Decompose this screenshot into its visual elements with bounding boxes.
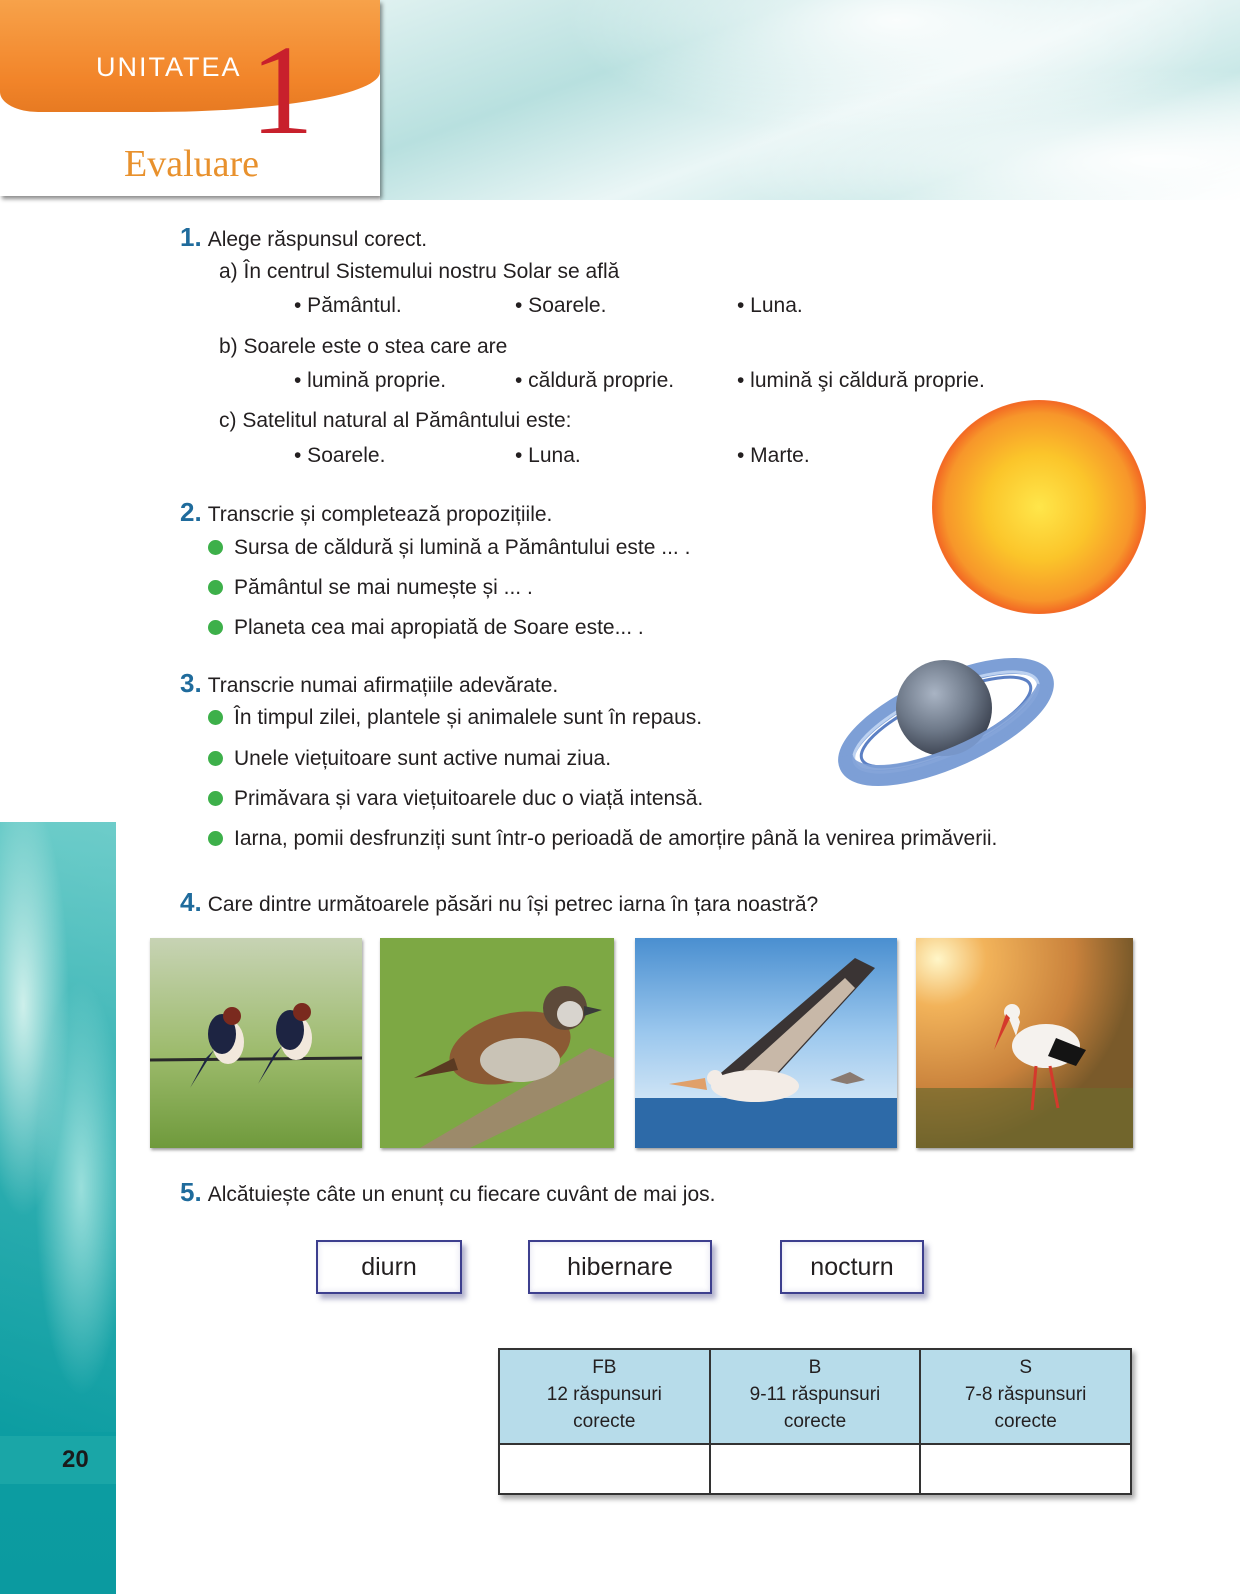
unit-header-card xyxy=(0,0,380,196)
grade-criteria-suffix: corecte xyxy=(783,1411,847,1432)
grade-criteria-suffix: corecte xyxy=(573,1411,636,1432)
option: • Luna. xyxy=(737,294,803,317)
question-1c-stem: c) Satelitul natural al Pământului este: xyxy=(219,409,572,432)
blank-cell xyxy=(920,1444,1131,1494)
list-item xyxy=(208,576,533,600)
question-5 xyxy=(180,1177,715,1208)
question-number: 1. xyxy=(180,222,202,252)
question-number: 5. xyxy=(180,1177,202,1207)
question-prompt: Alege răspunsul corect. xyxy=(207,228,428,251)
word-box-hibernare: hibernare xyxy=(528,1240,712,1294)
question-4 xyxy=(180,887,818,918)
question-number: 4. xyxy=(180,887,202,917)
green-bullet-icon xyxy=(208,791,223,806)
green-bullet-icon xyxy=(208,831,223,846)
grading-table-blank-row xyxy=(499,1444,1131,1494)
list-item-text: În timpul zilei, plantele și animalele sunt în repaus. xyxy=(234,706,703,729)
list-item xyxy=(208,616,644,640)
page-number: 20 xyxy=(0,1436,116,1484)
list-item xyxy=(208,827,997,851)
question-number: 2. xyxy=(180,497,202,527)
green-bullet-icon xyxy=(208,580,223,595)
grade-label: S xyxy=(1019,1357,1032,1378)
grading-table xyxy=(498,1348,1132,1495)
list-item-text: Iarna, pomii desfrunziți sunt într-o perioadă de amorțire până la venirea primăverii. xyxy=(234,827,998,850)
option: • lumină proprie. xyxy=(294,369,447,392)
grade-cell-b xyxy=(710,1349,921,1444)
sun-illustration xyxy=(932,400,1146,614)
list-item-text: Planeta cea mai apropiată de Soare este... . xyxy=(234,616,644,639)
green-bullet-icon xyxy=(208,710,223,725)
saturn-illustration xyxy=(836,652,1056,786)
green-bullet-icon xyxy=(208,540,223,555)
blank-cell xyxy=(499,1444,710,1494)
grade-cell-fb xyxy=(499,1349,710,1444)
option: • Soarele. xyxy=(294,444,386,467)
question-prompt: Care dintre următoarele păsări nu își petrec iarna în țara noastră? xyxy=(207,893,819,916)
question-prompt: Transcrie numai afirmațiile adevărate. xyxy=(207,674,559,697)
word-box-nocturn: nocturn xyxy=(780,1240,924,1294)
question-number: 3. xyxy=(180,668,202,698)
green-bullet-icon xyxy=(208,620,223,635)
unit-number: 1 xyxy=(250,19,314,161)
grade-criteria: 9-11 răspunsuri xyxy=(749,1384,881,1405)
pelican-photo xyxy=(635,938,897,1148)
header-decorative-background xyxy=(380,0,1240,200)
option: • Soarele. xyxy=(515,294,607,317)
section-title: Evaluare xyxy=(124,143,260,185)
grade-criteria: 12 răspunsuri xyxy=(546,1384,662,1405)
swallows-photo xyxy=(150,938,362,1148)
question-prompt: Transcrie și completează propozițiile. xyxy=(207,503,553,526)
option: • Pământul. xyxy=(294,294,402,317)
question-1 xyxy=(180,222,427,253)
list-item-text: Pământul se mai numește și ... . xyxy=(234,576,533,599)
grade-cell-s xyxy=(920,1349,1131,1444)
question-2 xyxy=(180,497,552,528)
option: • Luna. xyxy=(515,444,581,467)
list-item xyxy=(208,747,611,771)
question-1b-stem: b) Soarele este o stea care are xyxy=(219,335,508,358)
list-item xyxy=(208,787,703,811)
grade-label: FB xyxy=(592,1357,617,1378)
stork-photo xyxy=(916,938,1133,1148)
blank-cell xyxy=(710,1444,921,1494)
grading-table-header-row xyxy=(499,1349,1131,1444)
list-item-text: Unele viețuitoare sunt active numai ziua. xyxy=(234,747,612,770)
list-item-text: Primăvara și vara viețuitoarele duc o viață intensă. xyxy=(234,787,704,810)
grade-label: B xyxy=(808,1357,822,1378)
list-item xyxy=(208,536,690,560)
list-item xyxy=(208,706,702,730)
question-prompt: Alcătuiește câte un enunț cu fiecare cuvânt de mai jos. xyxy=(207,1183,716,1206)
option: • lumină şi căldură proprie. xyxy=(737,369,985,392)
option: • căldură proprie. xyxy=(515,369,675,392)
list-item-text: Sursa de căldură și lumină a Pământului este ... . xyxy=(234,536,691,559)
word-box-diurn: diurn xyxy=(316,1240,462,1294)
question-1a-stem: a) În centrul Sistemului nostru Solar se află xyxy=(219,260,620,283)
green-bullet-icon xyxy=(208,751,223,766)
question-3 xyxy=(180,668,558,699)
grade-criteria: 7-8 răspunsuri xyxy=(964,1384,1087,1405)
unit-label: UNITATEA xyxy=(96,52,242,82)
sparrow-photo xyxy=(380,938,614,1148)
option: • Marte. xyxy=(737,444,810,467)
grade-criteria-suffix: corecte xyxy=(994,1411,1057,1432)
